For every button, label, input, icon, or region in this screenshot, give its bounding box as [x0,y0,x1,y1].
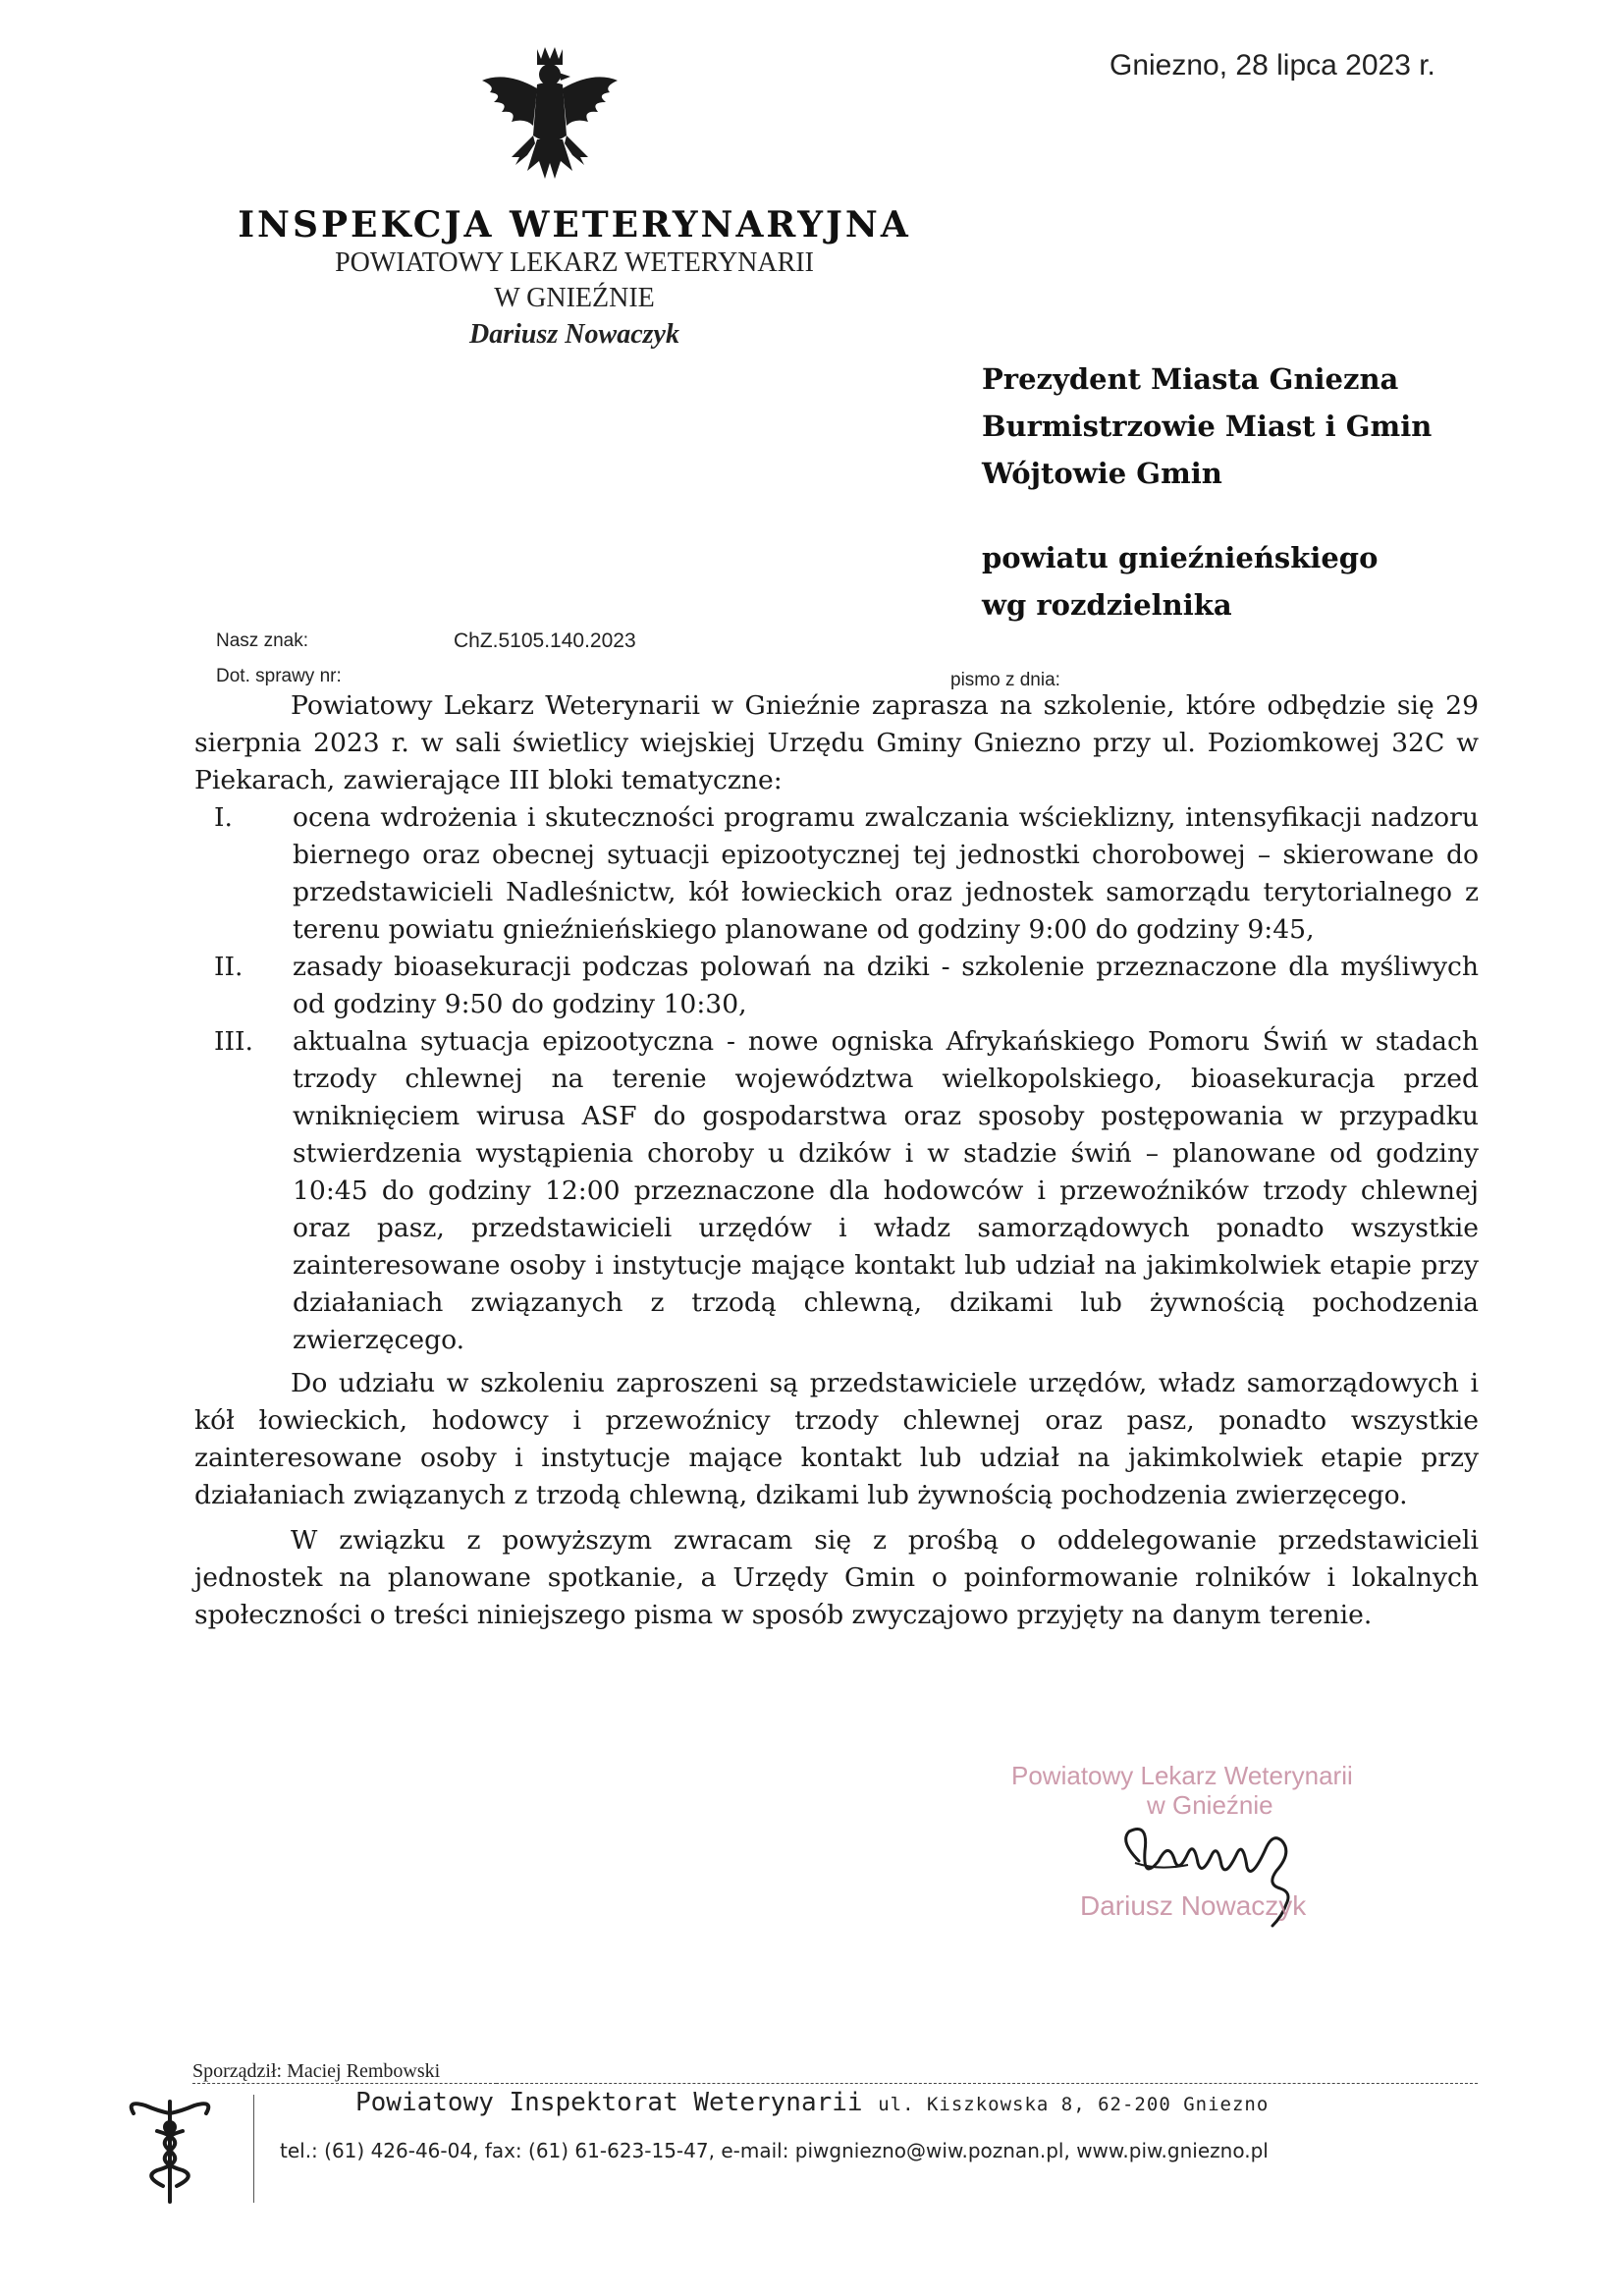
recipient-line-2: Burmistrzowie Miast i Gmin [982,410,1433,443]
place-date: Gniezno, 28 lipca 2023 r. [1109,49,1435,82]
request-paragraph: W związku z powyższym zwracam się z prośbą o oddelegowanie przedstawicieli jednostek na planowane spotkanie, a Urzędy Gmin o poinformowanie rolników i lokalnych społeczności o treści niniejszego pisma w sposób zwyczajowo przyjęty na danym terenie. [194,1525,1479,1630]
stamp-line-2: w Gnieźnie [1147,1790,1273,1820]
org-line-2: W GNIEŹNIE [494,283,655,313]
recipient-line-1: Prezydent Miasta Gniezna [982,362,1399,396]
institution-name: Powiatowy Inspektorat Weterynarii [355,2088,863,2117]
list-item [194,1023,1479,1359]
eagle-emblem-icon [476,41,623,198]
caduceus-icon [116,2092,224,2210]
recipients-block [982,355,1432,629]
list-item-text: zasady bioasekuracji podczas polowań na dziki - szkolenie przeznaczone dla myśliwych od godziny 9:50 do godziny 10:30, [293,952,1479,1019]
letter-date-label: pismo z dnia: [950,670,1060,690]
intro-paragraph: Powiatowy Lekarz Weterynarii w Gnieźnie zaprasza na szkolenie, które odbędzie się 29 sierpnia 2023 r. w sali świetlicy wiejskiej Urzędu Gminy Gniezno przy ul. Poziomkowej 32C w Piekarach, zawierające III bloki tematyczne: [194,690,1479,795]
list-item-text: aktualna sytuacja epizootyczna - nowe ogniska Afrykańskiego Pomoru Świń w stadach trzody chlewnej na terenie województwa wielkopolskiego, bioasekuracja przed wniknięciem wirusa ASF do gospodarstwa oraz sposoby postępowania w przypadku stwierdzenia wystąpienia choroby u dzików i w stadzie świń – planowane od godziny 10:45 do godziny 12:00 przeznaczone dla hodowców i przewoźników trzody chlewnej oraz pasz, przedstawicieli urzędów i władz samorządowych ponadto wszystkie zainteresowane osoby i instytucje mające kontakt lub udział na jakimkolwiek etapie przy działaniach związanych z trzodą chlewną, dzikami lub żywnością pochodzenia zwierzęcego. [293,1026,1479,1355]
our-ref-label: Nasz znak: [216,630,308,651]
stamp-name: Dariusz Nowaczyk [1080,1890,1307,1921]
recipient-line-5: wg rozdzielnika [982,588,1232,622]
list-item [194,949,1479,1023]
divider [496,2083,1478,2084]
our-ref-value: ChZ.5105.140.2023 [454,629,636,652]
prepared-by: Sporządził: Maciej Rembowski [192,2060,441,2082]
case-number-label: Dot. sprawy nr: [216,666,342,686]
recipient-line-3: Wójtowie Gmin [982,457,1222,490]
list-item-number: III. [214,1026,253,1057]
list-item-number: I. [214,802,233,833]
institution-address: ul. Kiszkowska 8, 62-200 Gniezno [878,2094,1270,2115]
footer-institution [355,2088,1269,2117]
letter-body [194,687,1479,1634]
list-item-text: ocena wdrożenia i skuteczności programu zwalczania wścieklizny, intensyfikacji nadzoru biernego oraz obecnej sytuacji epizootycznej tej jednostki chorobowej – skierowane do przedstawicieli Nadleśnictw, kół łowieckich oraz jednostek samorządu terytorialnego z terenu powiatu gnieźnieńskiego planowane od godziny 9:00 do godziny 9:45, [293,802,1479,945]
stamp-line-1: Powiatowy Lekarz Weterynarii [1011,1761,1353,1790]
footer-contact: tel.: (61) 426-46-04, fax: (61) 61-623-15-47, e-mail: piwgniezno@wiw.poznan.pl, www.piw.gniezno.pl [280,2139,1269,2162]
list-item [194,799,1479,949]
invitation-paragraph: Do udziału w szkoleniu zaproszeni są przedstawiciele urzędów, władz samorządowych i kół łowieckich, hodowcy i przewoźnicy trzody chlewnej oraz pasz, ponadto wszystkie zainteresowane osoby i instytucje mające kontakt lub udział na jakimkolwiek etapie przy działaniach związanych z trzodą chlewną, dzikami lub żywnością pochodzenia zwierzęcego. [194,1368,1479,1510]
institution-header [196,204,952,354]
org-line-1: POWIATOWY LEKARZ WETERYNARII [335,247,814,278]
org-official-name: Dariusz Nowaczyk [469,319,679,350]
divider [253,2095,254,2203]
divider [192,2083,497,2084]
org-title: INSPEKCJA WETERYNARYJNA [238,204,911,246]
list-item-number: II. [214,952,243,982]
recipient-line-4: powiatu gnieźnieńskiego [982,541,1379,574]
